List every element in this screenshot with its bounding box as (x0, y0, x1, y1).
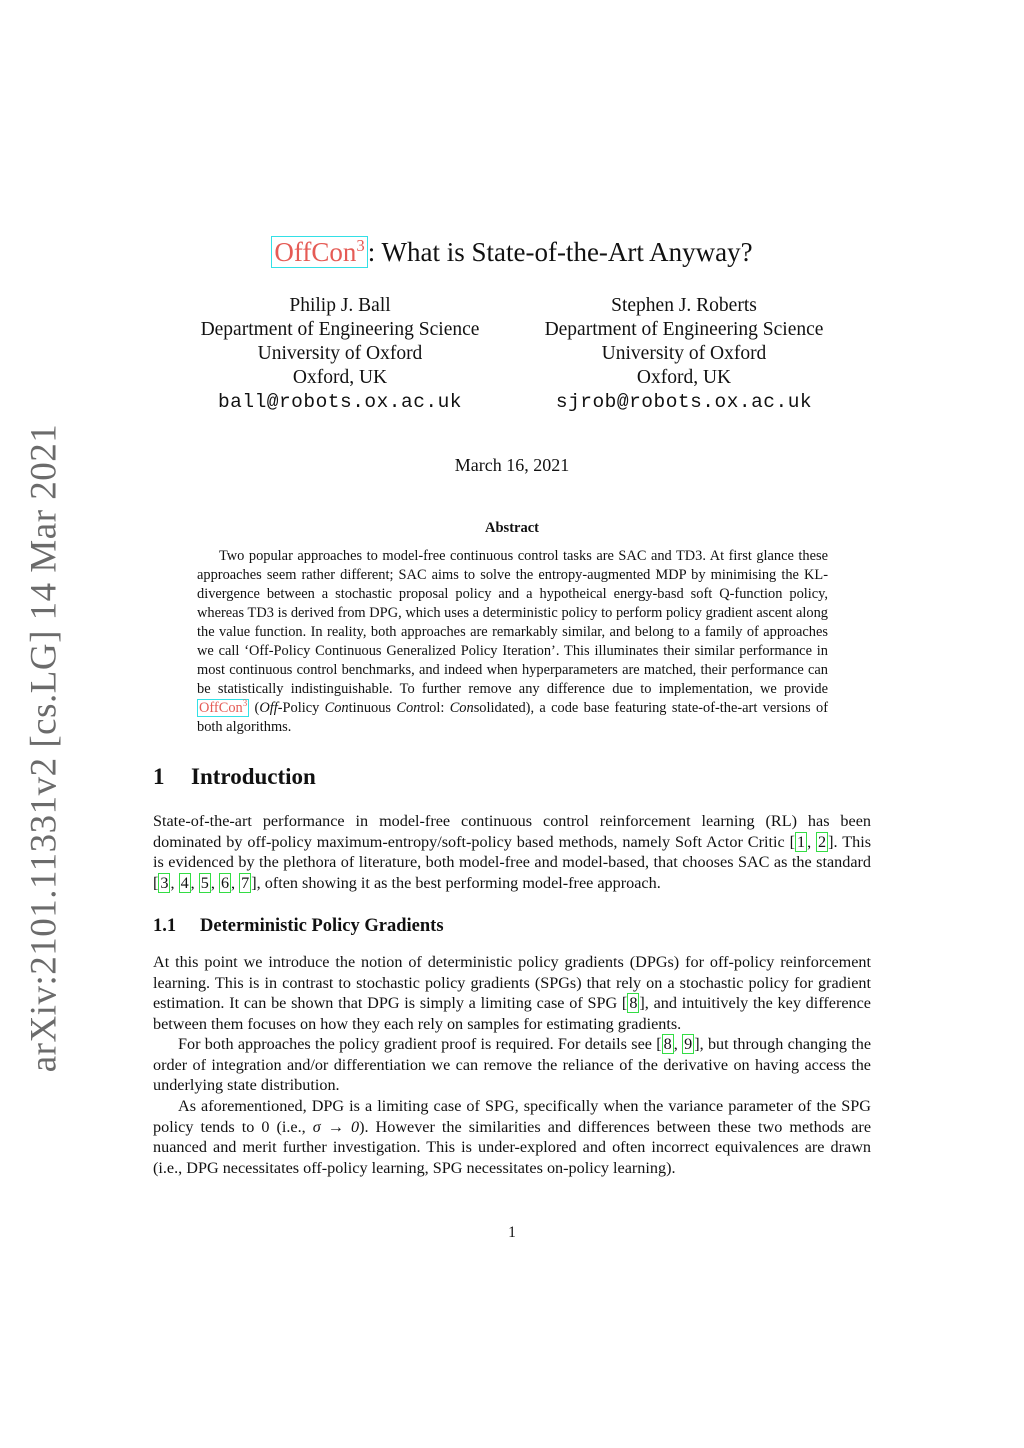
author-location: Oxford, UK (636, 367, 732, 388)
paragraph-text: ], often showing it as the best performing model-free approach. (251, 873, 661, 892)
paragraph-text: At this point we introduce the notion of deterministic policy gradients (DPGs) for off-policy reinforcement learning. This is in contrast to stochastic policy gradients (SPGs) that rely on a stochastic policy for gradient estimation. It can be shown that DPG is simply a limiting case of SPG [ (153, 953, 871, 1013)
dpg-paragraph-3 (153, 1096, 871, 1178)
inline-math: σ → 0 (312, 1117, 360, 1136)
abstract-text: -Policy (277, 700, 325, 716)
offcon-abstract-link[interactable] (197, 699, 249, 717)
citation-link[interactable]: 4 (180, 873, 189, 892)
citation-link[interactable]: 5 (200, 873, 209, 892)
offcon-title-link[interactable] (271, 236, 367, 268)
paragraph-text: ], and intuitively the key difference between them focuses on how they each rely on samples for estimating gradients. (153, 994, 871, 1033)
citation-link[interactable]: 7 (241, 873, 250, 892)
abstract-text: Two popular approaches to model-free continuous control tasks are SAC and TD3. At first glance these approaches seem rather different; SAC aims to solve the entropy-augmented MDP by minimising the KL-divergence between a stochastic proposal policy and a hypotheical energy-basd soft Q-function policy, whereas TD3 is derived from DPG, which uses a deterministic policy to perform policy gradient ascent along the value function. In reality, both approaches are remarkably similar, and belong to a family of approaches we call ‘Off-Policy Continuous Generalized Policy Iteration’. This illuminates their similar performance in most continuous control benchmarks, and indeed when hyperparameters are matched, their performance can be statistically indistinguishable. To further remove any difference due to implementation, we provide (197, 548, 828, 697)
abstract-emphasis: Con (324, 700, 349, 716)
citation-link[interactable]: 6 (220, 873, 230, 892)
author-department: Department of Engineering Science (200, 319, 480, 340)
offcon-abstract-link-sup: 3 (242, 698, 248, 709)
abstract-heading: Abstract (485, 520, 539, 536)
citation-link[interactable]: 3 (160, 873, 169, 892)
author-name: Philip J. Ball (289, 295, 391, 316)
citation-separator: , (807, 832, 817, 851)
citation-link[interactable]: 1 (796, 832, 806, 851)
author-1 (160, 294, 520, 414)
title-rest: : What is State-of-the-Art Anyway? (367, 237, 753, 267)
abstract-emphasis: Con (449, 700, 474, 716)
paper-title (0, 232, 1024, 272)
author-university: University of Oxford (257, 343, 423, 364)
abstract-text: ( (249, 700, 260, 716)
citation-separator: , (210, 873, 219, 892)
citation-separator: , (170, 873, 179, 892)
paragraph-text: ). However the similarities and differences between these two methods are nuanced and merit further investigation. This is under-explored and often incorrect equivalences are drawn (i.e., DPG necessitates off-policy learning, SPG necessitates on-policy learning). (153, 1117, 872, 1177)
abstract-text: trol: (420, 700, 450, 716)
offcon-abstract-link-text: OffCon (199, 700, 243, 716)
author-email[interactable]: sjrob@robots.ox.ac.uk (555, 391, 813, 413)
paragraph-text: ]. This is evidenced by the plethora of literature, both model-free and model-based, that chooses SAC as the standard [ (153, 832, 871, 892)
citation-separator: , (673, 1035, 683, 1053)
citation-separator: , (231, 873, 240, 892)
author-name: Stephen J. Roberts (611, 295, 757, 316)
citation-link[interactable]: 9 (684, 1035, 693, 1053)
abstract-emphasis: Off (259, 700, 278, 716)
abstract-text: tinuous (348, 700, 397, 716)
subsection-number: 1.1 (153, 916, 177, 936)
subsection-heading-dpg (153, 916, 444, 937)
section-title-text: Introduction (191, 764, 316, 789)
author-department: Department of Engineering Science (544, 319, 824, 340)
section-number: 1 (153, 764, 165, 789)
paragraph-text: State-of-the-art performance in model-free continuous control reinforcement learning (RL) has been dominated by off-policy maximum-entropy/soft-policy based methods, namely Soft Actor Critic [ (153, 812, 871, 851)
citation-link[interactable]: 2 (818, 832, 827, 851)
arxiv-side-stamp: arXiv:2101.11331v2 [cs.LG] 14 Mar 2021 (23, 423, 65, 1073)
page-number: 1 (508, 1224, 516, 1241)
dpg-paragraph-2 (153, 1034, 871, 1096)
paragraph-text: ], but through changing the order of integration and/or differentiation we can remove the reliance of the derivative on having access the underlying state distribution. (153, 1035, 872, 1095)
abstract-text: solidated), a code base featuring state-of-the-art versions of both algorithms. (197, 700, 828, 735)
author-university: University of Oxford (601, 343, 767, 364)
author-2 (505, 294, 863, 414)
citation-link[interactable]: 8 (629, 994, 638, 1013)
paragraph-text: As aforementioned, DPG is a limiting case of SPG, specifically when the variance parameter of the SPG policy tends to 0 (i.e., (153, 1097, 871, 1136)
intro-paragraph (153, 811, 871, 893)
citation-separator: , (190, 873, 199, 892)
subsection-title-text: Deterministic Policy Gradients (200, 916, 444, 936)
author-location: Oxford, UK (292, 367, 388, 388)
paper-date: March 16, 2021 (454, 455, 570, 475)
paragraph-text: For both approaches the policy gradient proof is required. For details see [ (178, 1035, 662, 1053)
dpg-paragraph-1 (153, 952, 871, 1034)
citation-link[interactable]: 8 (663, 1035, 672, 1053)
abstract-emphasis: Con (396, 700, 421, 716)
section-heading-introduction (153, 764, 316, 790)
offcon-title-link-text: OffCon (274, 237, 357, 267)
author-email[interactable]: ball@robots.ox.ac.uk (217, 391, 463, 413)
abstract-body (197, 547, 828, 737)
offcon-title-link-sup: 3 (356, 236, 365, 255)
